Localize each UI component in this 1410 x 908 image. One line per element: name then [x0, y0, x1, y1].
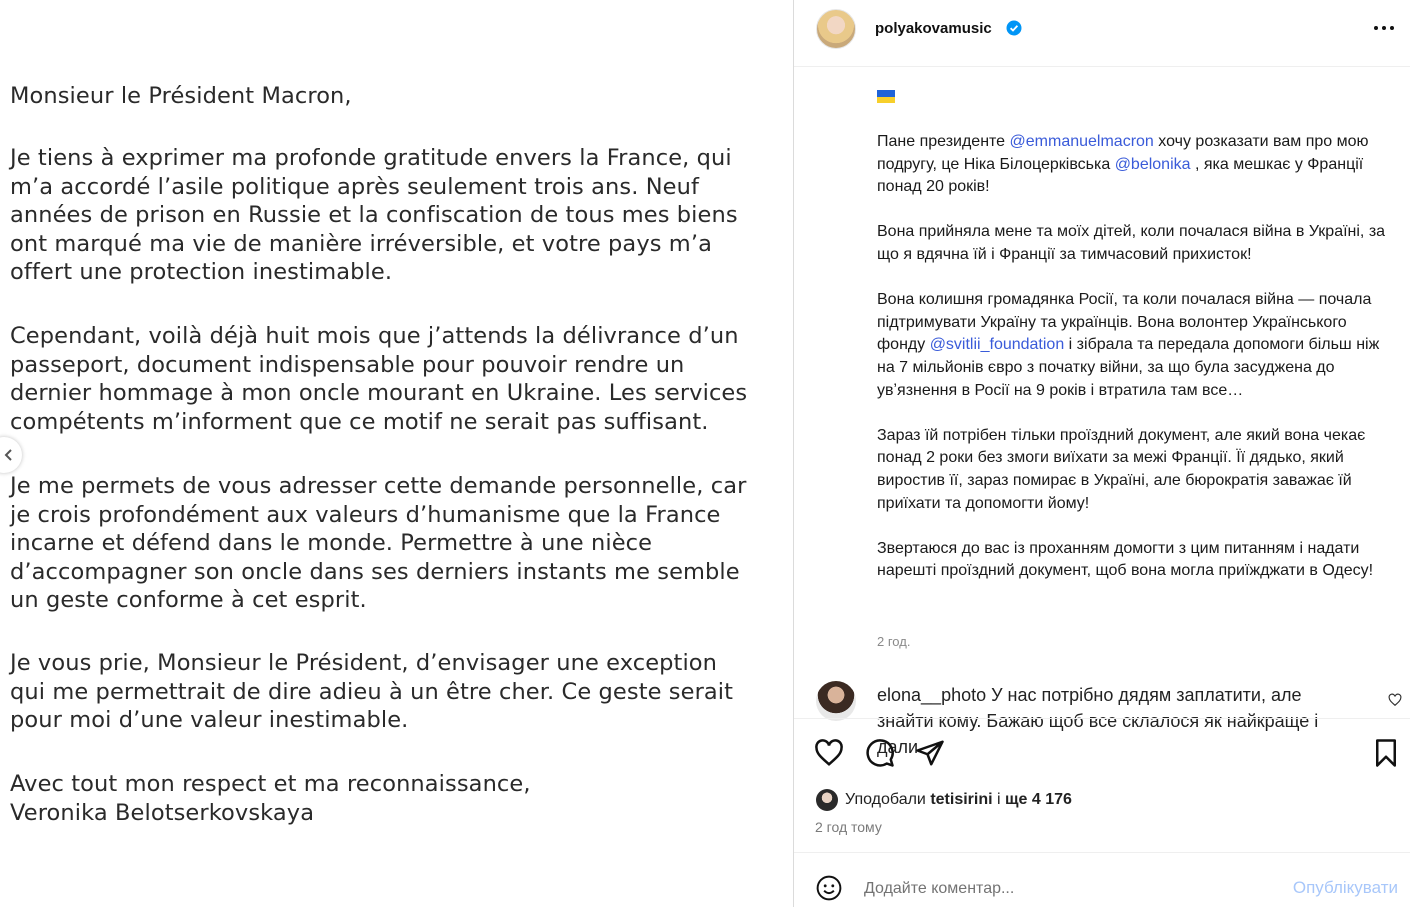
comments-scroll-area[interactable]	[794, 67, 1410, 757]
add-comment-bar	[794, 852, 1410, 908]
caption-text: хочу розказати вам про мою подругу, це Ніка Білоцерківська	[877, 133, 1369, 173]
verified-badge-icon	[1006, 20, 1022, 36]
letter-paragraph-1: Je tiens à exprimer ma profonde gratitude envers la France, qui m’a accordé l’asile politique après seulement trois ans. Neuf années de prison en Russie et la confiscation de tous mes biens ont marqué ma vie de manière irréversible, et votre pays m’a offert une protection inestimable.	[10, 145, 738, 285]
likes-prefix: Уподобали	[845, 791, 931, 808]
mention-svitlii-foundation[interactable]: @svitlii_foundation	[929, 336, 1065, 354]
post-side-panel	[793, 0, 1409, 907]
author-username[interactable]: polyakovamusic	[875, 20, 992, 37]
caption-time: 2 год.	[877, 634, 911, 649]
comment-like-icon[interactable]	[1388, 693, 1402, 707]
letter-closing: Avec tout mon respect et ma reconnaissance, Veronika Belotserkovskaya	[10, 771, 531, 826]
comment-input[interactable]	[864, 877, 1254, 901]
commenter-avatar[interactable]	[816, 681, 856, 721]
ukraine-flag-icon	[877, 90, 895, 103]
likes-summary[interactable]	[845, 791, 1072, 809]
letter-paragraph-4: Je vous prie, Monsieur le Président, d’envisager une exception qui me permettrait de dire adieu à un être cher. Ce geste serait pour moi d’une valeur inestimable.	[10, 650, 734, 733]
caption-text: і зібрала та передала допомоги більш ніж на 7 мільйонів євро з початку війни, за що була засуджена до увʼязнення в Росії на 9 років і втратила там все…	[877, 336, 1380, 399]
letter-paragraph-3: Je me permets de vous adresser cette demande personnelle, car je crois profondément aux valeurs d’humanisme que la France incarne et défend dans le monde. Permettre à une nièce d’accompagner son oncle dans ses derniers instants me semble un geste conforme à cet esprit.	[10, 473, 747, 613]
post-timestamp[interactable]: 2 год тому	[815, 819, 882, 835]
likes-count[interactable]: ще 4 176	[1005, 791, 1072, 808]
carousel-prev-button[interactable]	[0, 437, 22, 473]
liker-username[interactable]: tetisirini	[930, 791, 993, 808]
mention-belonika[interactable]: @belonika	[1114, 155, 1191, 173]
caption-text: , яка мешкає у Франції понад 20 років!	[877, 155, 1364, 196]
post-actions	[794, 718, 1410, 907]
emoji-icon[interactable]	[816, 875, 842, 901]
author-avatar[interactable]	[816, 9, 856, 49]
comment-icon[interactable]	[865, 738, 895, 768]
caption-paragraph-4: Зараз їй потрібен тільки проїздний документ, але який вона чекає понад 2 роки без змоги виїхати за межі Франції. Її дядько, який виростив її, зараз помирає в Україні, але бюрократія заважає їй приїхати та допомогти йому!	[877, 426, 1366, 512]
liker-avatar[interactable]	[816, 789, 838, 811]
caption-paragraph-2: Вона прийняла мене та моїх дітей, коли почалася війна в Україні, за що я вдячна їй і Франції за тимчасовий прихисток!	[877, 223, 1386, 263]
caption-text: Вона колишня громадянка Росії, та коли почалася війна — почала підтримувати Україну та українців. Вона волонтер Українського фонду	[877, 291, 1372, 354]
bookmark-icon[interactable]	[1371, 738, 1401, 768]
chevron-left-icon	[4, 448, 14, 462]
likes-middle: і	[992, 791, 1005, 808]
letter-paragraph-2: Cependant, voilà déjà huit mois que j’attends la délivrance d’un passeport, document indispensable pour pouvoir rendre un dernier hommage à mon oncle mourant en Ukraine. Les services compétents m’informent que ce motif ne serait pas suffisant.	[10, 323, 748, 435]
caption-paragraph-5: Звертаюся до вас із проханням домогти з цим питанням і надати нарешті проїздний документ, щоб вона могла приїжджати в Одесу!	[877, 539, 1374, 580]
publish-button[interactable]: Опублікувати	[1292, 878, 1398, 897]
commenter-username[interactable]: elona__photo	[877, 685, 987, 705]
comment-text: У нас потрібно дядям заплатити, але знайти кому. Бажаю щоб все склалося як найкраще і дали	[877, 685, 1319, 757]
share-icon[interactable]	[915, 738, 945, 768]
like-heart-icon[interactable]	[814, 738, 844, 768]
letter-greeting: Monsieur le Président Macron,	[10, 83, 352, 109]
mention-emmanuelmacron[interactable]: @emmanuelmacron	[1009, 133, 1154, 150]
caption-text: Пане президенте	[877, 133, 1010, 150]
post-caption	[877, 131, 1387, 583]
more-options-icon[interactable]	[1372, 18, 1396, 38]
post-header	[794, 0, 1410, 67]
